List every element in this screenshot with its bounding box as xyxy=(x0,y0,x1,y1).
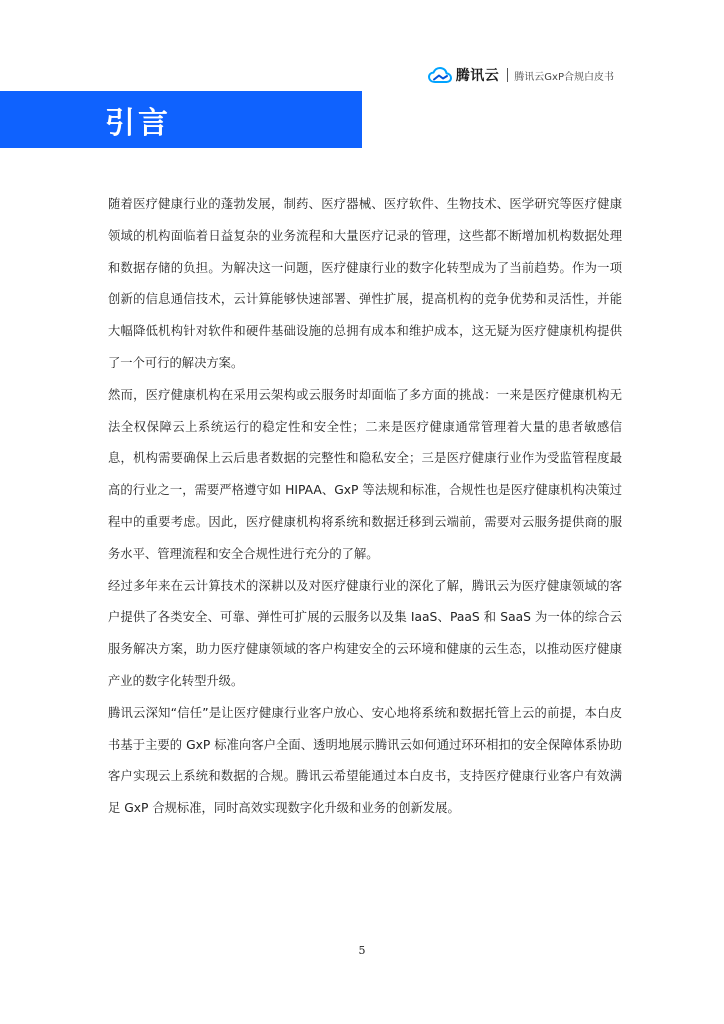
page-number: 5 xyxy=(358,944,366,957)
paragraph-1: 随着医疗健康行业的蓬勃发展，制药、医疗器械、医疗软件、生物技术、医学研究等医疗健康领域的机构面临着日益复杂的业务流程和大量医疗记录的管理，这些都不断增加机构数据处理和数据存储的负担。为解决这一问题，医疗健康行业的数字化转型成为了当前趋势。作为一项创新的信息通信技术，云计算能够快速部署、弹性扩展，提高机构的竞争优势和灵活性，并能大幅降低机构针对软件和硬件基础设施的总拥有成本和维护成本，这无疑为医疗健康机构提供了一个可行的解决方案。 xyxy=(108,197,622,370)
paragraph-4: 腾讯云深知“信任”是让医疗健康行业客户放心、安心地将系统和数据托管上云的前提，本白皮书基于主要的 GxP 标准向客户全面、透明地展示腾讯云如何通过环环相扣的安全保障体系协助客户实现云上系统和数据的合规。腾讯云希望能通过本白皮书，支持医疗健康行业客户有效满足 GxP 合规标准，同时高效实现数字化升级和业务的创新发展。 xyxy=(108,705,622,816)
page-header xyxy=(428,64,614,86)
brand-name: 腾讯云 xyxy=(455,68,500,84)
section-title: 引言 xyxy=(105,105,171,141)
brand-logo xyxy=(428,65,500,85)
paragraph-2: 然而，医疗健康机构在采用云架构或云服务时却面临了多方面的挑战：一来是医疗健康机构无法全权保障云上系统运行的稳定性和安全性；二来是医疗健康通常管理着大量的患者敏感信息，机构需要确保上云后患者数据的完整性和隐私安全；三是医疗健康行业作为受监管程度最高的行业之一，需要严格遵守如 HIPAA、GxP 等法规和标准，合规性也是医疗健康机构决策过程中的重要考虑。因此，医疗健康机构将系统和数据迁移到云端前，需要对云服务提供商的服务水平、管理流程和安全合规性进行充分的了解。 xyxy=(108,387,622,561)
paragraph-3: 经过多年来在云计算技术的深耕以及对医疗健康行业的深化了解，腾讯云为医疗健康领域的客户提供了各类安全、可靠、弹性可扩展的云服务以及集 IaaS、PaaS 和 SaaS 为一体的综合云服务解决方案，助力医疗健康领域的客户构建安全的云环境和健康的云生态，以推动医疗健康产业的数字化转型升级。 xyxy=(108,578,622,688)
header-divider xyxy=(507,68,508,82)
section-title-bar xyxy=(0,91,362,148)
document-subtitle: 腾讯云GxP合规白皮书 xyxy=(514,71,614,83)
body-content xyxy=(108,189,622,825)
cloud-logo-icon xyxy=(428,67,452,83)
